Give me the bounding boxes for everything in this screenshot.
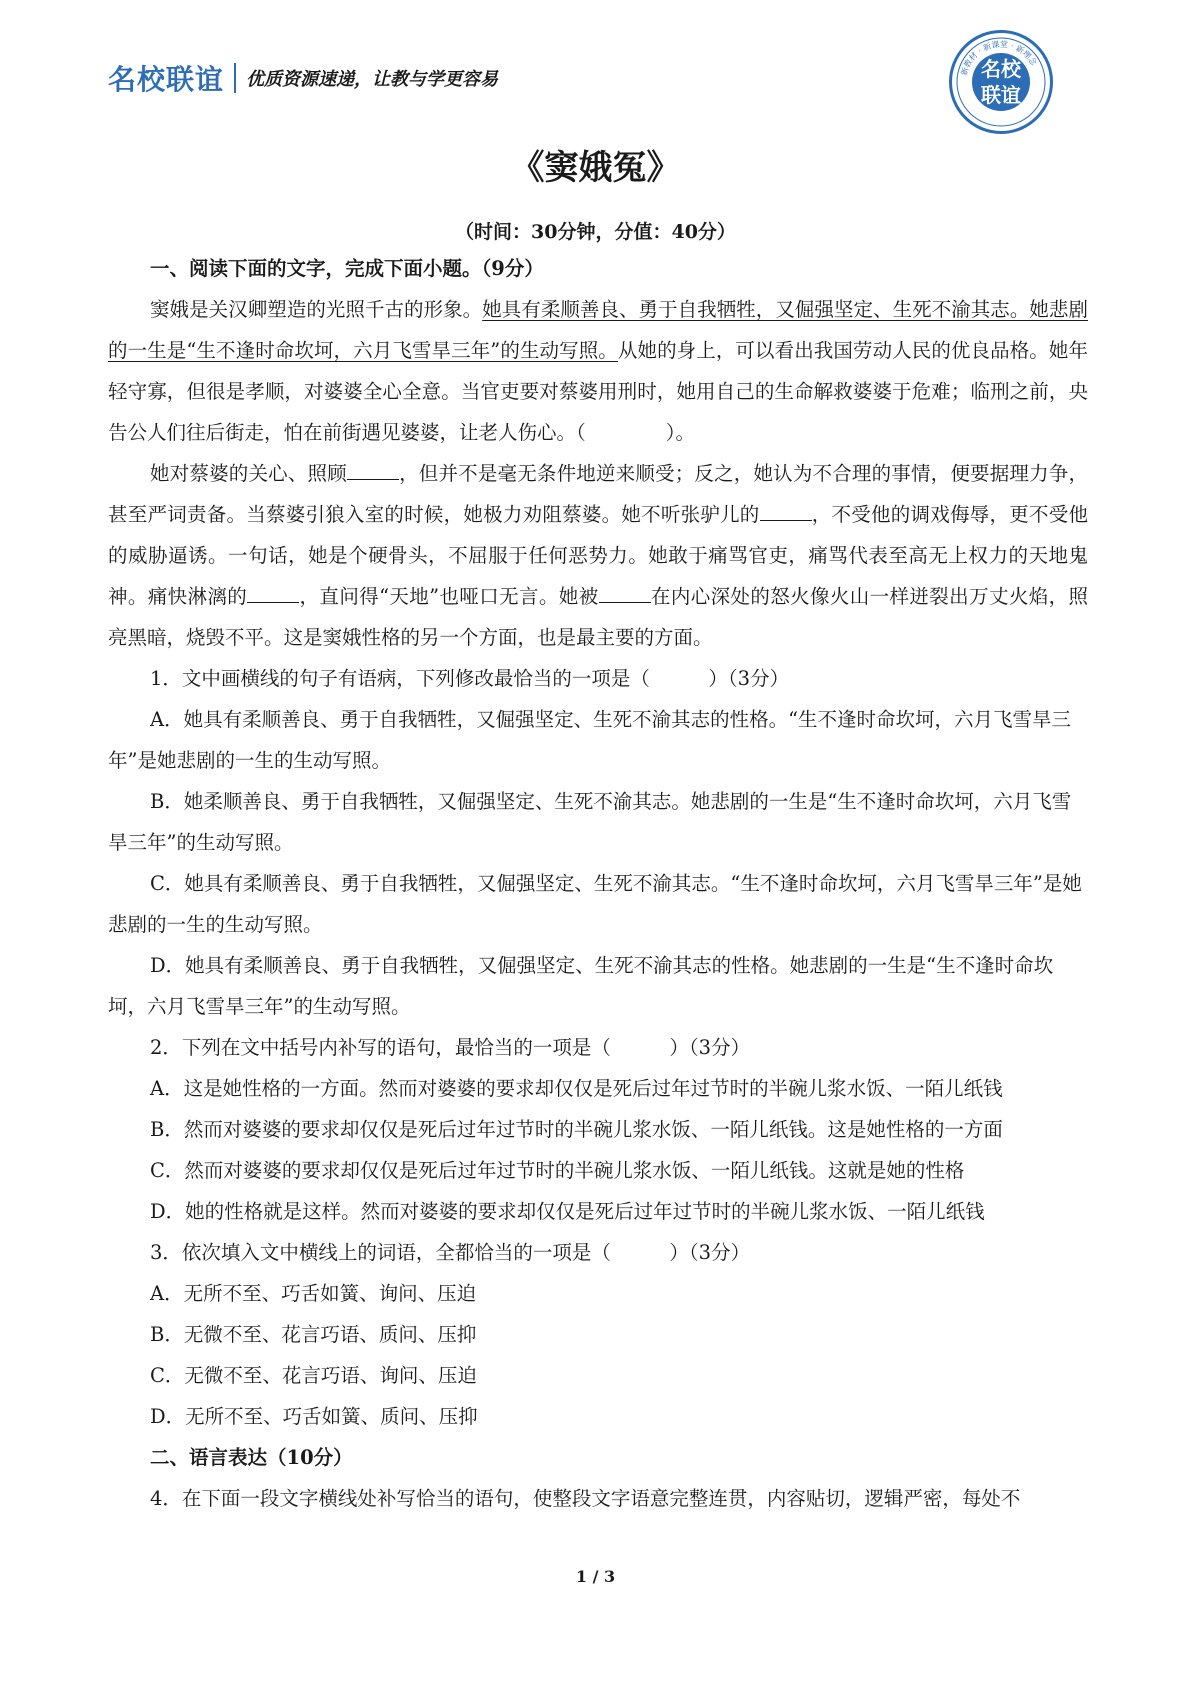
p1-text-b: 从她的身上，可以看出我国劳动人民的优良品格。她年轻守寡，但很是孝顺，对婆婆全心全意。当官吏要对蔡婆用刑时，她用自己的生命解救婆婆于危难；临刑之前，央告公人们往后街走，怕在前街遇见婆婆，让老人伤心。（: [108, 339, 1088, 444]
p1-text-a: 窦娥是关汉卿塑造的光照千古的形象。: [150, 298, 483, 321]
section-1-heading: 一、阅读下面的文字，完成下面小题。（9分）: [150, 257, 544, 280]
header-slogan: 优质资源速递，让教与学更容易: [246, 69, 499, 90]
p1-text-c: ）。: [665, 421, 696, 444]
question-2-option-d: D．她的性格就是这样。然而对婆婆的要求却仅仅是死后过年过节时的半碗儿浆水饭、一陌儿纸钱: [150, 1200, 985, 1223]
question-1-option-a: A．她具有柔顺善良、勇于自我牺牲，又倔强坚定、生死不渝其志的性格。“生不逢时命坎坷，六月飞雪旱三年”是她悲剧的一生的生动写照。: [108, 708, 1072, 772]
passage-paragraph-1: [108, 289, 1088, 453]
header-divider: [234, 63, 236, 93]
fill-blank-1: [347, 461, 399, 480]
question-2-option-b: B．然而对婆婆的要求却仅仅是死后过年过节时的半碗儿浆水饭、一陌儿纸钱。这是她性格的一方面: [150, 1118, 1003, 1141]
question-1-option-b: B．她柔顺善良、勇于自我牺牲，又倔强坚定、生死不渝其志。她悲剧的一生是“生不逢时命坎坷，六月飞雪旱三年”的生动写照。: [108, 790, 1072, 854]
question-1-option-c: C．她具有柔顺善良、勇于自我牺牲，又倔强坚定、生死不渝其志。“生不逢时命坎坷，六月飞雪旱三年”是她悲剧的一生的生动写照。: [108, 872, 1082, 936]
p2-text-a: 她对蔡婆的关心、照顾: [150, 462, 347, 485]
question-1-stem: 1．文中画横线的句子有语病，下列修改最恰当的一项是（ ）（3分）: [150, 667, 790, 690]
p2-text-b: ，但并不是毫无条件地逆来顺受；反之，她认为不合理的事情，便要据理力争，甚至严词责备。当蔡婆引狼入室的时候，她极力劝阻蔡婆。她不听张驴儿的: [108, 462, 1088, 526]
question-3-option-d: D．无所不至、巧舌如簧、质问、压抑: [150, 1405, 478, 1428]
question-1-option-d: D．她具有柔顺善良、勇于自我牺牲，又倔强坚定、生死不渝其志的性格。她悲剧的一生是“生不逢时命坎坷，六月飞雪旱三年”的生动写照。: [108, 954, 1054, 1018]
brand-logo-text: 名校联谊: [108, 63, 225, 96]
question-3-option-a: A．无所不至、巧舌如簧、询问、压迫: [150, 1282, 477, 1305]
seal-center-text: 名校联谊: [972, 53, 1030, 111]
school-seal-logo: [949, 30, 1053, 134]
fill-blank-2: [760, 502, 812, 521]
passage-paragraph-2: [108, 453, 1088, 658]
exam-meta: （时间：30分钟，分值：40分）: [455, 221, 736, 243]
fill-blank-4: [599, 584, 651, 603]
document-title: 《窦娥冤》: [510, 148, 681, 188]
document-body: [108, 248, 1088, 1519]
question-2-option-c: C．然而对婆婆的要求却仅仅是死后过年过节时的半碗儿浆水饭、一陌儿纸钱。这就是她的性格: [150, 1159, 965, 1182]
question-2-option-a: A．这是她性格的一方面。然而对婆婆的要求却仅仅是死后过年过节时的半碗儿浆水饭、一陌儿纸钱: [150, 1077, 1003, 1100]
p2-text-e: 在内心深处的怒火像火山一样迸裂出万丈火焰，照亮黑暗，烧毁不平。这是窦娥性格的另一个方面，也是最主要的方面。: [108, 585, 1088, 649]
seal-ring-text: 新教材 · 新课堂 · 新理念: [959, 39, 1039, 77]
question-4-stem: 4．在下面一段文字横线处补写恰当的语句，使整段文字语意完整连贯，内容贴切，逻辑严密，每处不: [150, 1487, 1021, 1510]
fill-blank-3: [247, 584, 299, 603]
header-bar: [108, 58, 498, 98]
p1-underlined-sentence: 她具有柔顺善良、勇于自我牺牲，又倔强坚定、生死不渝其志。她悲剧的一生是“生不逢时命坎坷，六月飞雪旱三年”的生动写照。: [108, 298, 1088, 362]
question-3-option-c: C．无微不至、花言巧语、询问、压迫: [150, 1364, 477, 1387]
question-3-option-b: B．无微不至、花言巧语、质问、压抑: [150, 1323, 477, 1346]
p2-text-d: ，直问得“天地”也哑口无言。她被: [299, 585, 599, 608]
question-2-stem: 2．下列在文中括号内补写的语句，最恰当的一项是（ ）（3分）: [150, 1036, 751, 1059]
page-number: 1 / 3: [575, 1567, 616, 1586]
question-3-stem: 3．依次填入文中横线上的词语，全都恰当的一项是（ ）（3分）: [150, 1241, 751, 1264]
section-2-heading: 二、语言表达（10分）: [150, 1446, 353, 1469]
p2-text-c: ，不受他的调戏侮辱，更不受他的威胁逼诱。一句话，她是个硬骨头，不屈服于任何恶势力。她敢于痛骂官吏，痛骂代表至高无上权力的天地鬼神。痛快淋漓的: [108, 503, 1088, 608]
